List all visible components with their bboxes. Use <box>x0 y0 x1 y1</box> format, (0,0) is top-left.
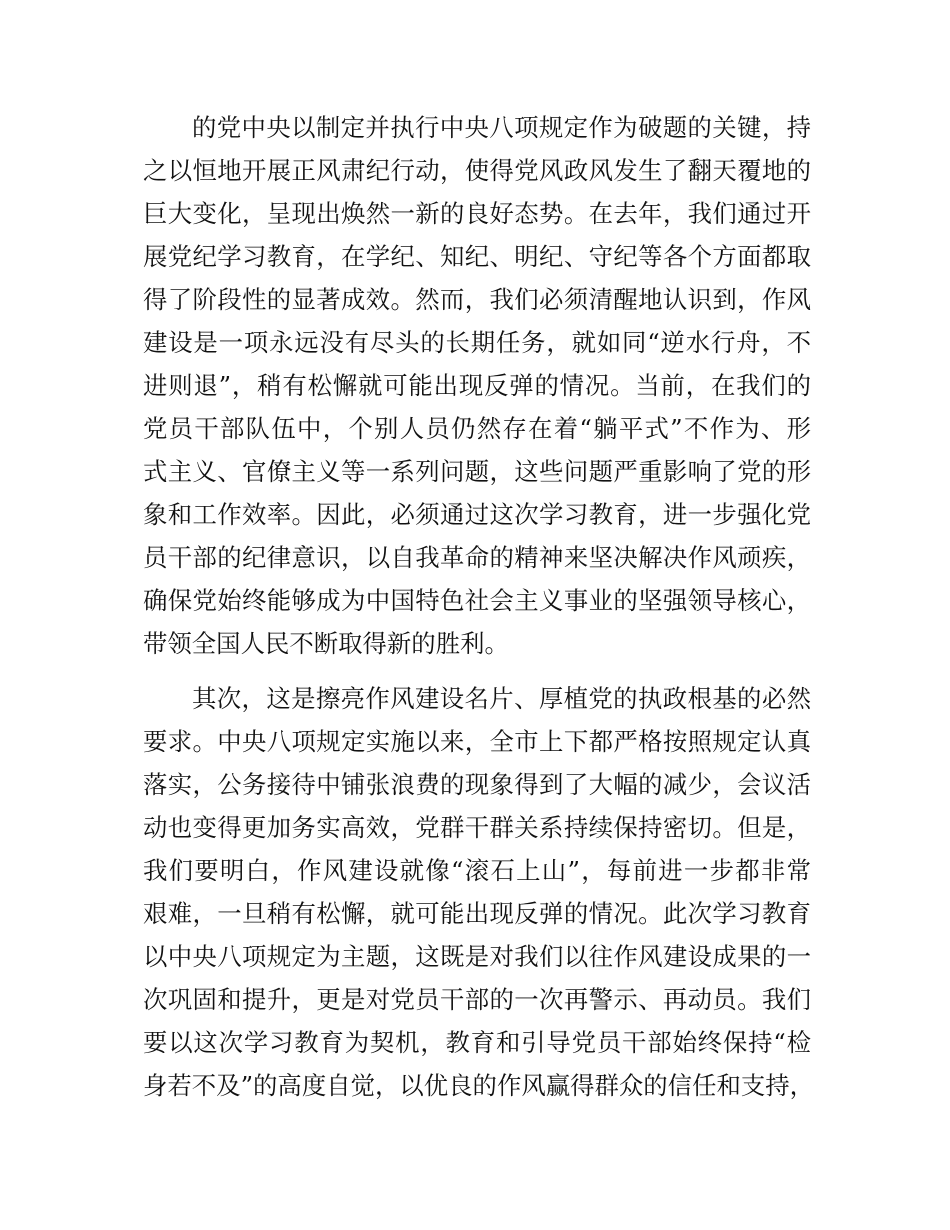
paragraph-line: 的党中央以制定并执行中央八项规定作为破题的关键，持 <box>192 113 811 142</box>
paragraph-line: 要以这次学习教育为契机，教育和引导党员干部始终保持“检 <box>143 1028 811 1057</box>
paragraph-line: 展党纪学习教育，在学纪、知纪、明纪、守纪等各个方面都取 <box>143 242 811 271</box>
paragraph-line: 员干部的纪律意识，以自我革命的精神来坚决解决作风顽疾， <box>143 543 811 572</box>
paragraph-line: 艰难，一旦稍有松懈，就可能出现反弹的情况。此次学习教育 <box>143 899 811 928</box>
paragraph-line: 之以恒地开展正风肃纪行动，使得党风政风发生了翻天覆地的 <box>143 156 811 185</box>
paragraph-line: 次巩固和提升，更是对党员干部的一次再警示、再动员。我们 <box>143 985 811 1014</box>
paragraph-line: 要求。中央八项规定实施以来，全市上下都严格按照规定认真 <box>143 727 811 756</box>
paragraph-1 <box>143 106 811 665</box>
paragraph-line: 以中央八项规定为主题，这既是对我们以往作风建设成果的一 <box>143 942 811 971</box>
paragraph-line: 动也变得更加务实高效，党群干群关系持续保持密切。但是， <box>143 813 811 842</box>
paragraph-line: 进则退”，稍有松懈就可能出现反弹的情况。当前，在我们的 <box>143 371 811 400</box>
paragraph-line: 巨大变化，呈现出焕然一新的良好态势。在去年，我们通过开 <box>143 199 811 228</box>
document-body <box>143 106 815 1107</box>
paragraph-line: 其次，这是擦亮作风建设名片、厚植党的执政根基的必然 <box>192 684 811 713</box>
paragraph-line: 带领全国人民不断取得新的胜利。 <box>143 629 509 658</box>
paragraph-line: 落实，公务接待中铺张浪费的现象得到了大幅的减少，会议活 <box>143 770 811 799</box>
paragraph-spacer <box>143 665 811 677</box>
paragraph-line: 式主义、官僚主义等一系列问题，这些问题严重影响了党的形 <box>143 457 811 486</box>
paragraph-line: 确保党始终能够成为中国特色社会主义事业的坚强领导核心， <box>143 586 811 615</box>
paragraph-line: 得了阶段性的显著成效。然而，我们必须清醒地认识到，作风 <box>143 285 811 314</box>
paragraph-line: 象和工作效率。因此，必须通过这次学习教育，进一步强化党 <box>143 500 811 529</box>
paragraph-line: 身若不及”的高度自觉，以优良的作风赢得群众的信任和支持， <box>143 1071 815 1100</box>
paragraph-2 <box>143 677 815 1107</box>
paragraph-line: 建设是一项永远没有尽头的长期任务，就如同“逆水行舟，不 <box>143 328 811 357</box>
paragraph-line: 党员干部队伍中，个别人员仍然存在着“躺平式”不作为、形 <box>143 414 811 443</box>
paragraph-line: 我们要明白，作风建设就像“滚石上山”，每前进一步都非常 <box>143 856 811 885</box>
